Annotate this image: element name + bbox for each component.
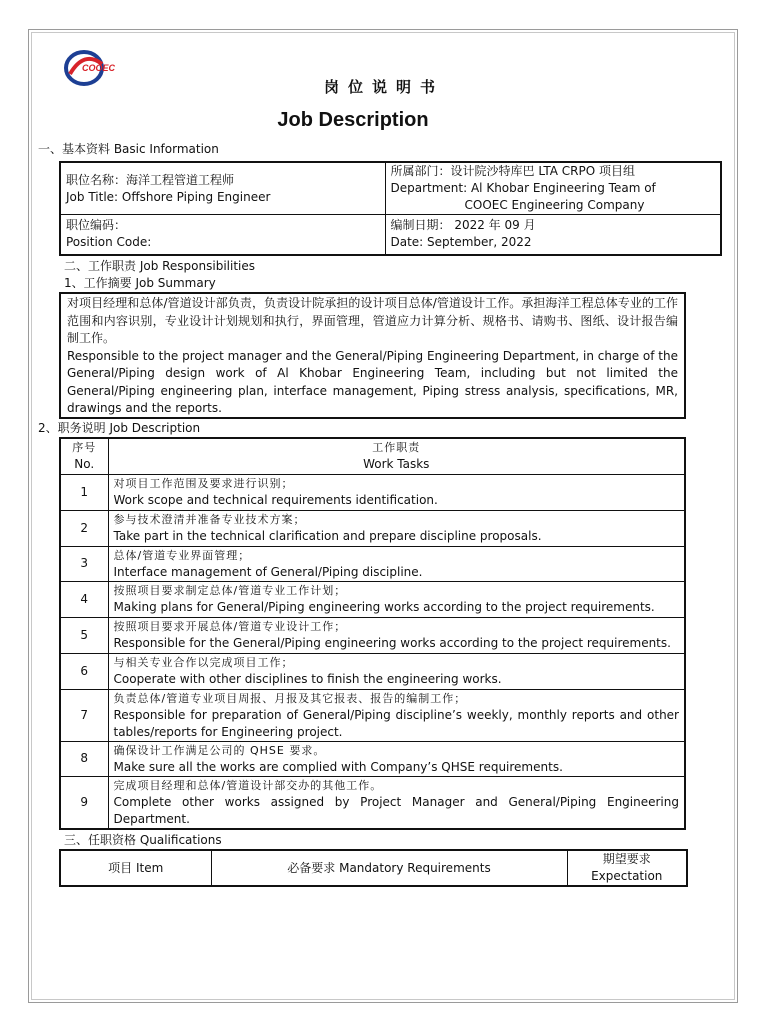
job-title-en: Job Title: Offshore Piping Engineer [66,189,271,204]
position-code-en: Position Code: [66,235,152,250]
task-text-en: Work scope and technical requirements identification. [113,493,438,507]
task-text-cn: 负责总体/管道专业项目周报、月报及其它报表、报告的编制工作； [113,691,467,705]
task-row [60,474,685,510]
task-row [60,689,685,741]
task-cell [108,653,685,689]
task-cell [108,474,685,510]
task-header-cn: 工作职责 [372,441,421,455]
tasks-header-row [60,438,685,474]
task-text-cn: 按照项目要求制定总体/管道专业工作计划； [113,584,347,597]
expectation-en: Expectation [591,869,663,883]
task-header-cell [108,438,685,474]
task-header-en: Work Tasks [363,457,430,472]
position-code-cell [60,215,385,255]
no-header-cn: 序号 [72,441,97,455]
summary-heading: 1、工作摘要 Job Summary [64,276,216,290]
task-text-cn: 总体/管道专业界面管理； [113,548,251,562]
task-cell [108,741,685,776]
task-text-en: Complete other works assigned by Project Manager and General/Piping Engineering Department. [113,794,679,826]
department-en-2: COOEC Engineering Company [464,198,645,212]
task-row [60,617,685,653]
task-text-en: Take part in the technical clarification and prepare discipline proposals. [113,529,542,543]
task-number: 7 [60,689,108,741]
qualifications-header-row [60,850,687,886]
task-cell [108,510,685,546]
no-header-en: No. [74,457,95,472]
section1-heading: 一、基本资料 Basic Information [38,142,219,156]
expectation-cn: 期望要求 [602,852,651,866]
task-text-cn: 确保设计工作满足公司的 QHSE 要求。 [113,743,326,757]
logo-text: COOEC [82,63,116,73]
task-text-en: Responsible for preparation of General/Piping discipline’s weekly, monthly reports and other tables/reports for Engineering project. [113,707,679,739]
task-number: 1 [60,474,108,510]
job-title-cell [60,162,385,215]
task-text-cn: 对项目工作范围及要求进行识别； [113,477,294,490]
task-number: 3 [60,546,108,581]
task-number: 5 [60,617,108,653]
task-text-en: Interface management of General/Piping discipline. [113,564,423,579]
task-text-en: Make sure all the works are complied with Company’s QHSE requirements. [113,759,563,774]
department-cell [385,162,721,215]
date-en: Date: September, 2022 [390,235,532,250]
task-row [60,776,685,829]
task-text-en: Cooperate with other disciplines to finish the engineering works. [113,672,502,686]
task-text-cn: 参与技术澄清并准备专业技术方案； [113,513,306,526]
task-text-cn: 与相关专业合作以完成项目工作； [113,656,294,669]
task-cell [108,546,685,581]
task-row [60,653,685,689]
task-text-cn: 按照项目要求开展总体/管道专业设计工作； [113,620,347,633]
department-cn: 所属部门：设计院沙特库巴 LTA CRPO 项目组 [390,164,635,178]
title-chinese: 岗位说明书 [323,78,444,96]
job-title-cn: 职位名称：海洋工程管道工程师 [66,172,235,187]
date-cn: 编制日期： 2022 年 09 月 [390,218,536,233]
summary-text-cn: 对项目经理和总体/管道设计部负责，负责设计院承担的设计项目总体/管道设计工作。承担海洋工程总体专业的工作范围和内容识别，专业设计计划规划和执行，界面管理，管道应力计算分析、规格书、请购书、图纸、设计报告编制工作。 [67,296,678,345]
job-summary-box [59,292,686,419]
job-description-heading: 2、职务说明 Job Description [38,421,201,435]
task-text-en: Responsible for the General/Piping engineering works according to the project requirements. [113,636,671,650]
qualifications-table [59,849,688,887]
task-row [60,581,685,617]
title-english: Job Description [277,109,429,131]
task-text-en: Making plans for General/Piping engineering works according to the project requirements. [113,600,655,614]
item-header-cell: 项目 Item [60,850,211,886]
basic-info-row [60,215,721,255]
expectation-header-cell [567,850,687,886]
task-number: 9 [60,776,108,829]
task-cell [108,776,685,829]
summary-text-en: Responsible to the project manager and the General/Piping Engineering Department, in charge of the General/Piping design work of Al Khobar Engineering Team, including but not limited the General/Piping engineering plan, interface management, Piping stress analysis, specifications, MR, drawings and the reports. [67,348,678,415]
department-en-1: Department: Al Khobar Engineering Team of [390,181,656,195]
no-header-cell [60,438,108,474]
section3-heading: 三、任职资格 Qualifications [64,833,222,847]
task-number: 2 [60,510,108,546]
task-row [60,741,685,776]
position-code-cn: 职位编码： [66,218,127,233]
task-number: 8 [60,741,108,776]
task-number: 4 [60,581,108,617]
task-text-cn: 完成项目经理和总体/管道设计部交办的其他工作。 [113,778,383,792]
mandatory-header-cell: 必备要求 Mandatory Requirements [211,850,567,886]
basic-info-row [60,162,721,215]
section2-heading: 二、工作职责 Job Responsibilities [64,259,256,273]
work-tasks-table [59,437,686,830]
basic-info-table [59,161,722,256]
task-cell [108,581,685,617]
task-row [60,546,685,581]
task-row [60,510,685,546]
task-cell [108,617,685,653]
task-cell [108,689,685,741]
task-number: 6 [60,653,108,689]
date-cell [385,215,721,255]
